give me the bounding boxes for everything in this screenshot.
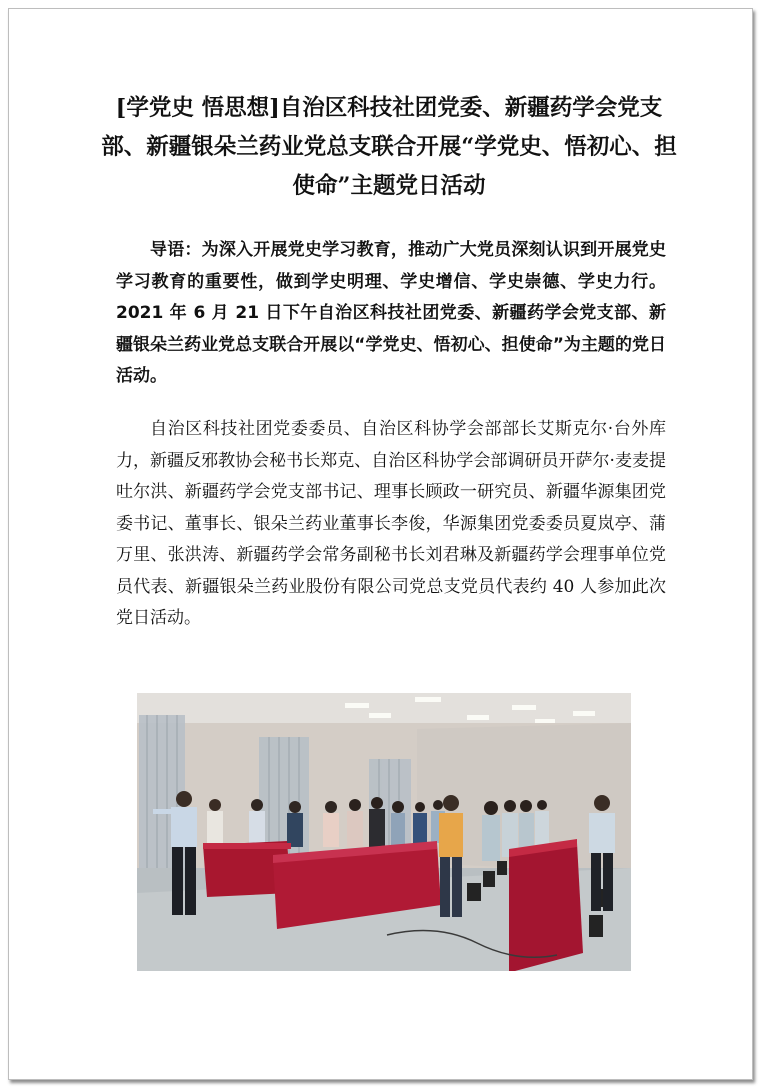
article-lead: 导语：为深入开展党史学习教育，推动广大党员深刻认识到开展党史学习教育的重要性，做到学史明理、学史增信、学史崇德、学史力行。2021 年 6 月 21 日下午自治区科技社团党委、新疆药学会党支部、新疆银朵兰药业党总支联合开展以“学党史、悟初心、担使命”为主题的党日活动。 [116,240,666,386]
article-paragraph: 自治区科技社团党委委员、自治区科协学会部部长艾斯克尔·台外库力，新疆反邪教协会秘书长郑克、自治区科协学会部调研员开萨尔·麦麦提吐尔洪、新疆药学会党支部书记、理事长顾政一研究员、新疆华源集团党委书记、董事长、银朵兰药业董事长李俊，华源集团党委委员夏岚亭、蒲万里、张洪涛、新疆药学会常务副秘书长刘君琳及新疆药学会理事单位党员代表、新疆银朵兰药业股份有限公司党总支党员代表约 40 人参加此次党日活动。 [116,419,666,628]
event-photo [137,693,631,971]
article-title: [学党史 悟思想]自治区科技社团党委、新疆药学会党支部、新疆银朵兰药业党总支联合开展“学党史、悟初心、担使命”主题党日活动 [101,95,677,199]
